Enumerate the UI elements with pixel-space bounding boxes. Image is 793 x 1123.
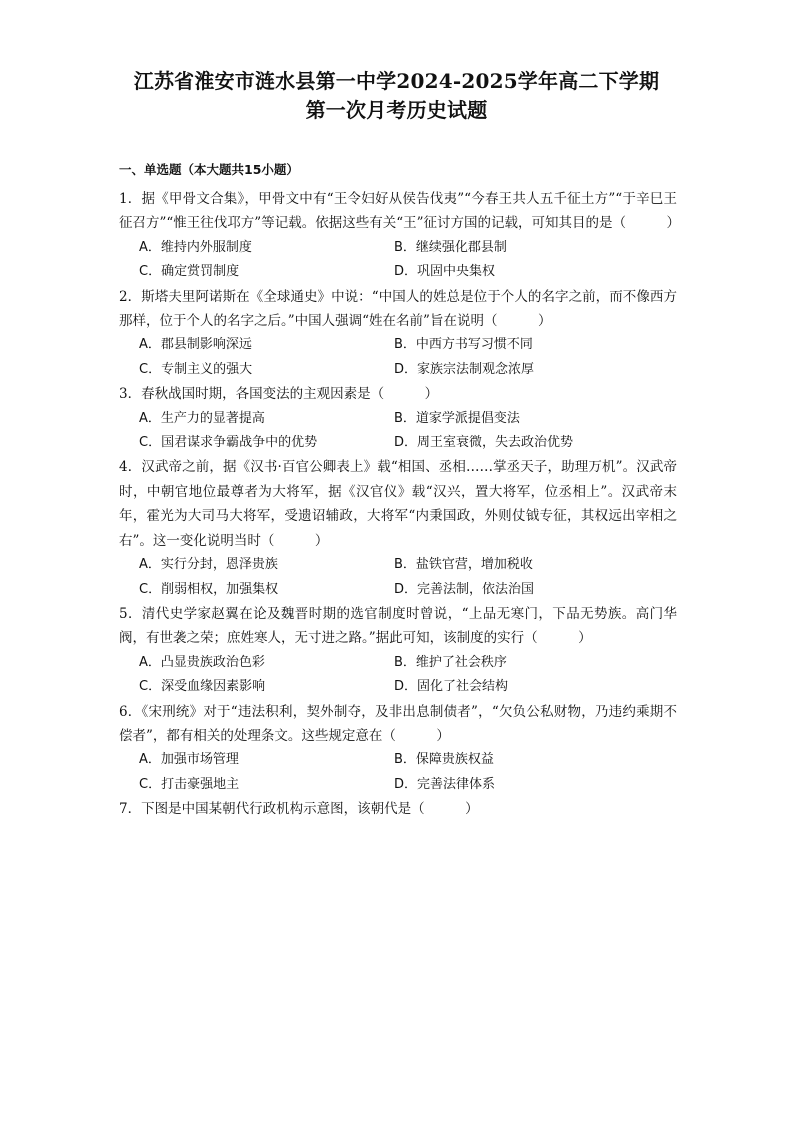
exam-title-line-1: 江苏省淮安市涟水县第一中学2024-2025学年高二下学期 [133,69,660,93]
exam-title-line-2: 第一次月考历史试题 [305,98,488,122]
option-a: A．凸显贵族政治色彩 [139,654,265,670]
question-2 [119,285,677,383]
question-stem: 2．斯塔夫里阿诺斯在《全球通史》中说：“中国人的姓总是位于个人的名字之前，而不像西方那样，位于个人的名字之后。”中国人强调“姓在名前”旨在说明（ ） [119,288,677,330]
option-group [119,553,677,602]
option-b: B．维护了社会秩序 [394,654,507,670]
option-a: A．郡县制影响深远 [139,337,252,353]
option-d: D．完善法制，依法治国 [394,581,535,597]
question-7 [119,797,677,821]
question-4 [119,455,677,601]
question-stem: 3．春秋战国时期，各国变法的主观因素是（ ） [119,386,439,403]
option-c: C．削弱相权，加强集权 [139,581,279,597]
question-5 [119,602,677,700]
option-b: B．中西方书写习惯不同 [394,337,533,353]
option-d: D．巩固中央集权 [394,264,496,280]
option-d: D．家族宗法制观念浓厚 [394,361,535,377]
question-stem: 7．下图是中国某朝代行政机构示意图，该朝代是（ ） [119,801,479,818]
option-b: B．盐铁官营，增加税收 [394,557,533,573]
option-group [119,333,677,382]
question-1 [119,187,681,285]
question-6 [119,700,677,798]
question-list [119,187,681,822]
option-group [119,236,677,285]
option-c: C．确定赏罚制度 [139,264,240,280]
option-c: C．深受血缘因素影响 [139,679,266,695]
question-stem: 5．清代史学家赵翼在论及魏晋时期的选官制度时曾说，“上品无寒门，下品无势族。高门华阀，有世袭之荣；庶姓寒人，无寸进之路。”据此可知，该制度的实行（ ） [119,605,677,647]
question-stem: 4．汉武帝之前，据《汉书·百官公卿表上》载“相国、丞相……掌丞天子，助理万机”。汉武帝时，中朝官地位最尊者为大将军，据《汉官仪》载“汉兴，置大将军，位丞相上”。汉武帝末年，霍光为大司马大将军，受遗诏辅政，大将军“内秉国政，外则仗钺专征，其权远出宰相之右”。这一变化说明当时（ ） [119,459,677,549]
section-heading: 一、单选题（本大题共15小题） [119,162,299,177]
question-stem: 1．据《甲骨文合集》，甲骨文中有“王令妇好从侯告伐夷”“今春王共人五千征土方”“于辛巳王征召方”“惟王往伐邛方”等记载。依据这些有关“王”征讨方国的记载，可知其目的是（ ） [119,191,681,232]
option-a: A．实行分封，恩泽贵族 [139,557,278,573]
question-stem: 6．《宋刑统》对于“违法积利，契外制夺，及非出息制债者”，“欠负公私财物，乃违约乘期不偿者”，都有相关的处理条文。这些规定意在（ ） [119,703,677,744]
option-d: D．固化了社会结构 [394,679,509,695]
option-a: A．生产力的显著提高 [139,410,265,426]
option-a: A．加强市场管理 [139,752,239,768]
question-3 [119,382,677,455]
option-group [119,748,677,797]
option-c: C．国君谋求争霸战争中的优势 [139,435,318,451]
option-d: D．完善法律体系 [394,776,496,792]
option-c: C．打击豪强地主 [139,776,240,792]
option-b: B．道家学派提倡变法 [394,410,520,426]
option-group [119,407,677,456]
option-group [119,651,677,700]
option-b: B．保障贵族权益 [394,752,494,768]
option-a: A．维持内外服制度 [139,239,252,255]
option-d: D．周王室衰微，失去政治优势 [394,435,574,451]
option-b: B．继续强化郡县制 [394,239,507,255]
option-c: C．专制主义的强大 [139,361,253,377]
